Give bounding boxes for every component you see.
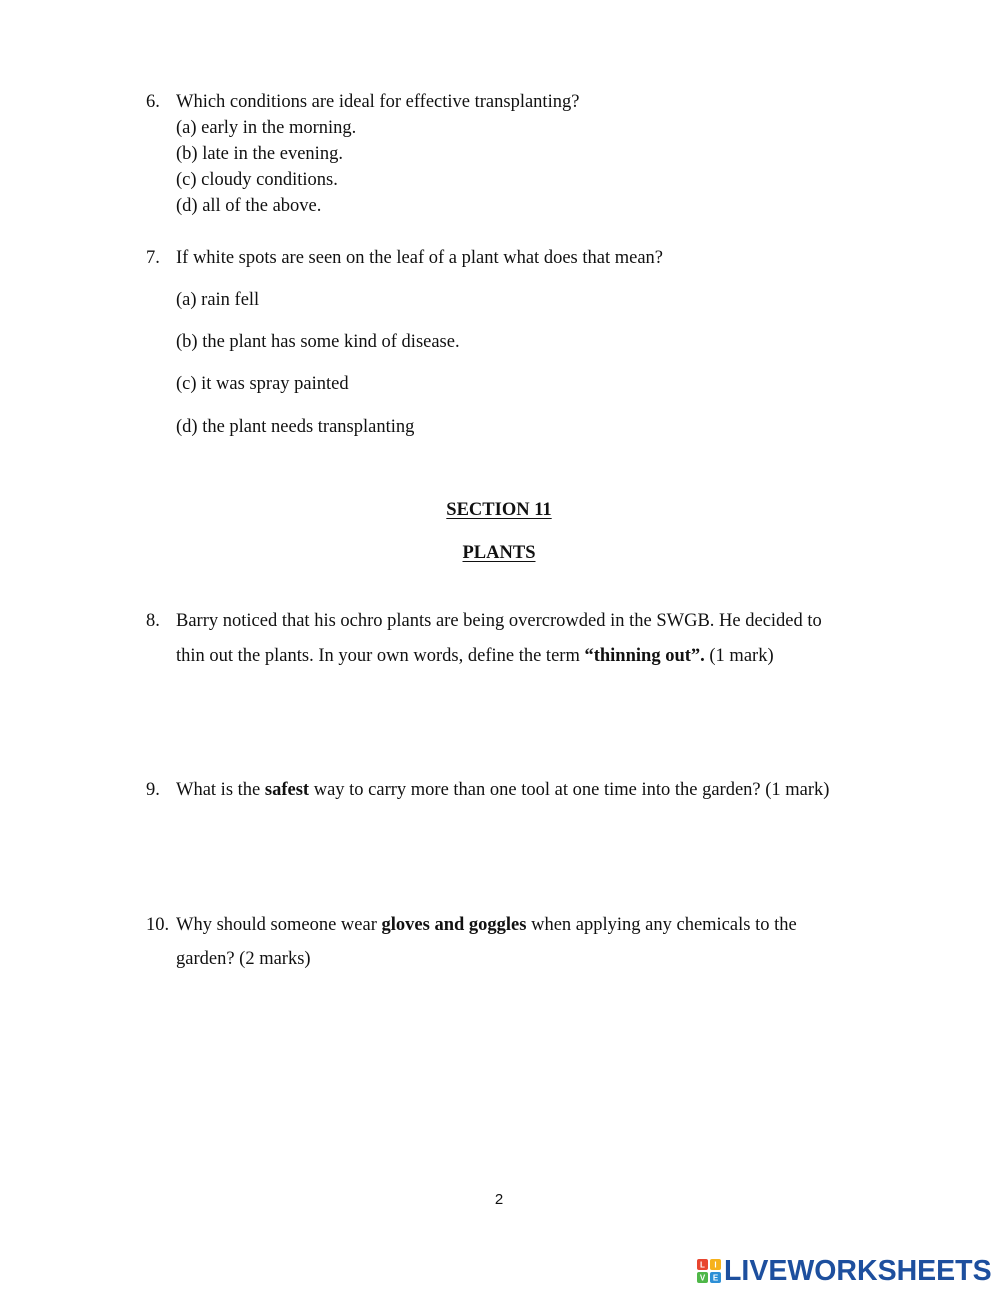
question-7-number: 7. bbox=[146, 248, 160, 268]
question-10-line-1 bbox=[176, 915, 797, 936]
question-6-option-a: (a) early in the morning. bbox=[176, 118, 357, 138]
question-9-pre: What is the bbox=[176, 780, 265, 800]
question-10-number: 10. bbox=[146, 915, 170, 935]
section-subtitle: PLANTS bbox=[462, 543, 536, 563]
question-6-option-d: (d) all of the above. bbox=[176, 196, 322, 216]
question-8-term: “thinning out”. bbox=[584, 646, 705, 666]
logo-letter-l: L bbox=[700, 1260, 705, 1270]
question-7-text: If white spots are seen on the leaf of a plant what does that mean? bbox=[176, 248, 663, 268]
question-8-marks: (1 mark) bbox=[704, 646, 774, 666]
question-10-line-2: garden? (2 marks) bbox=[176, 949, 311, 969]
question-6-text: Which conditions are ideal for effective transplanting? bbox=[176, 92, 580, 112]
question-6-option-b: (b) late in the evening. bbox=[176, 144, 343, 164]
question-7-option-b: (b) the plant has some kind of disease. bbox=[176, 332, 460, 352]
question-10-emphasis: gloves and goggles bbox=[381, 915, 527, 935]
question-7-option-a: (a) rain fell bbox=[176, 290, 260, 310]
question-9-post: way to carry more than one tool at one time into the garden? (1 mark) bbox=[309, 780, 830, 800]
liveworksheets-logo bbox=[697, 1255, 992, 1287]
question-10-post: when applying any chemicals to the bbox=[526, 915, 797, 935]
question-6-option-c: (c) cloudy conditions. bbox=[176, 170, 338, 190]
logo-letter-v: V bbox=[699, 1273, 706, 1283]
question-6-number: 6. bbox=[146, 92, 160, 112]
question-8-line-2-pre: thin out the plants. In your own words, define the term bbox=[176, 646, 585, 666]
logo-letter-i: I bbox=[714, 1260, 717, 1270]
question-7-option-d: (d) the plant needs transplanting bbox=[176, 417, 415, 437]
question-8-number: 8. bbox=[146, 611, 160, 631]
question-8-line-2 bbox=[176, 646, 774, 667]
section-title: SECTION 11 bbox=[446, 500, 552, 520]
question-9-emphasis: safest bbox=[264, 780, 310, 800]
logo-blocks-icon bbox=[697, 1259, 721, 1283]
question-10-pre: Why should someone wear bbox=[176, 915, 382, 935]
page-number: 2 bbox=[494, 1191, 504, 1208]
question-9-text bbox=[176, 780, 829, 801]
logo-text: LIVEWORKSHEETS bbox=[724, 1255, 992, 1287]
logo-letter-e: E bbox=[712, 1273, 719, 1283]
question-7-option-c: (c) it was spray painted bbox=[176, 374, 349, 394]
question-9-number: 9. bbox=[146, 780, 160, 800]
question-8-line-1: Barry noticed that his ochro plants are being overcrowded in the SWGB. He decided to bbox=[176, 611, 822, 631]
